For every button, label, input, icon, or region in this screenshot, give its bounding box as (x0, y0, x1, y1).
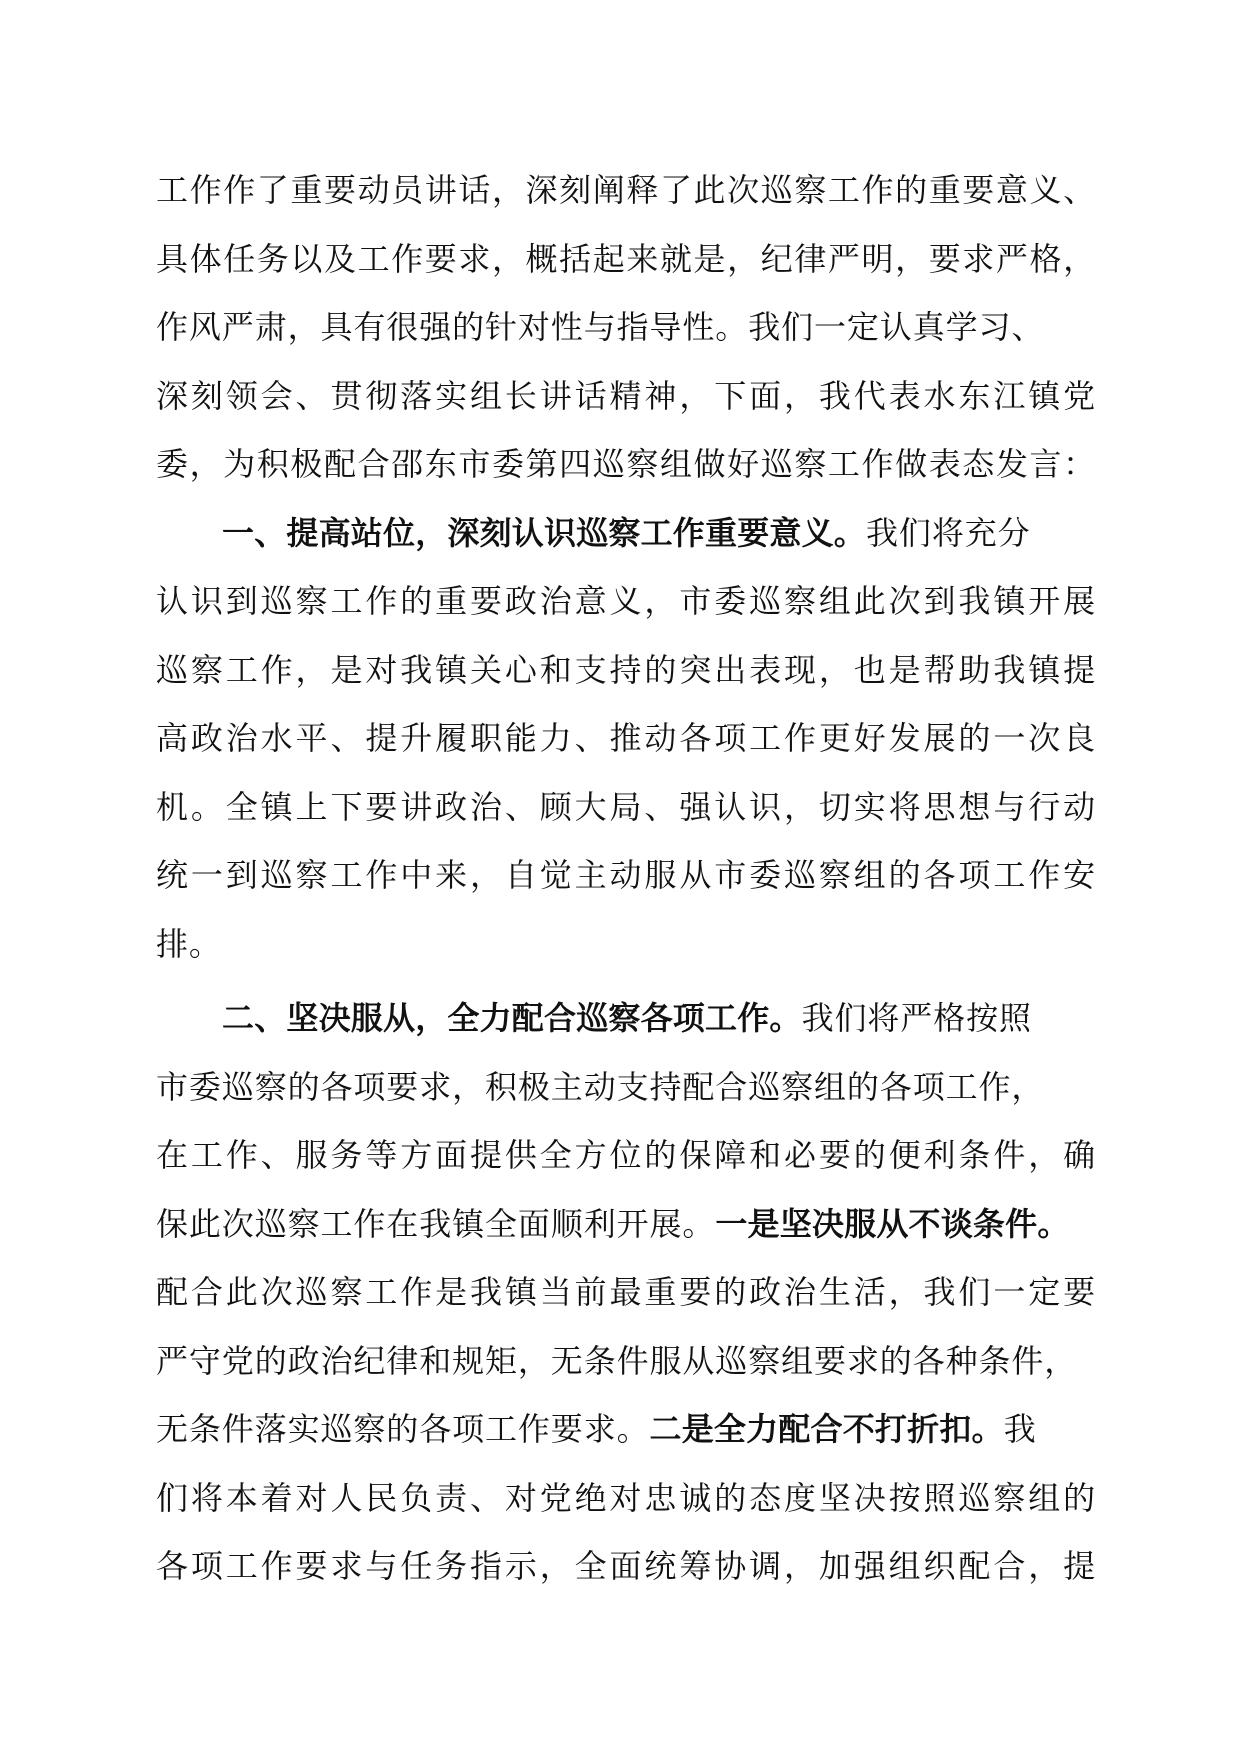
point-one-title: 一是坚决服从不谈条件。 (715, 1204, 1070, 1243)
text-line: 作风严肃，具有很强的针对性与指导性。我们一定认真学习、 (156, 308, 1045, 346)
text-line: 高政治水平、提升履职能力、推动各项工作更好发展的一次良 (156, 719, 1096, 757)
text-line: 严守党的政治纪律和规矩，无条件服从巡察组要求的各种条件， (156, 1341, 1078, 1380)
text-line: 工作作了重要动员讲话，深刻阐释了此次巡察工作的重要意义、 (156, 171, 1096, 209)
text-line: 市委巡察的各项要求，积极主动支持配合巡察组的各项工作， (156, 1067, 1045, 1106)
section-two-heading: 二、坚决服从，全力配合巡察各项工作。 (222, 999, 802, 1037)
text-line: 委，为积极配合邵东市委第四巡察组做好巡察工作做表态发言： (156, 445, 1096, 483)
text-line: 配合此次巡察工作是我镇当前最重要的政治生活，我们一定要 (156, 1273, 1096, 1311)
section-two (156, 984, 1096, 1601)
text-line: 在工作、服务等方面提供全方位的保障和必要的便利条件，确 (156, 1136, 1096, 1174)
text-line: 们将本着对人民负责、对党绝对忠诚的态度坚决按照巡察组的 (156, 1478, 1096, 1517)
text-line: 认识到巡察工作的重要政治意义，市委巡察组此次到我镇开展 (156, 582, 1096, 620)
text-line: 机。全镇上下要讲政治、顾大局、强认识，切实将思想与行动 (156, 787, 1096, 826)
text-line: 深刻领会、贯彻落实组长讲话精神，下面，我代表水东江镇党 (156, 376, 1096, 415)
section-one-heading: 一、提高站位，深刻认识巡察工作重要意义。 (222, 513, 867, 552)
text-fragment: 无条件落实巡察的各项工作要求。 (156, 1410, 650, 1448)
text-line-with-point-one (156, 1190, 1096, 1259)
document-body (156, 156, 1096, 1601)
text-fragment: 我们将充分 (866, 513, 1031, 552)
text-line: 各项工作要求与任务指示，全面统筹协调，加强组织配合，提 (156, 1547, 1096, 1585)
text-line: 排。 (156, 924, 222, 963)
text-fragment: 我 (1003, 1410, 1037, 1448)
point-two-title: 二是全力配合不打折扣。 (649, 1410, 1004, 1448)
section-one (156, 499, 1096, 979)
text-line: 统一到巡察工作中来，自觉主动服从市委巡察组的各项工作安 (156, 856, 1096, 894)
text-fragment: 我们将严格按照 (801, 999, 1032, 1037)
section-two-first-line (156, 984, 1096, 1053)
section-one-first-line (156, 499, 1096, 568)
text-line-with-point-two (156, 1395, 1096, 1464)
text-line: 具体任务以及工作要求，概括起来就是，纪律严明，要求严格， (156, 239, 1096, 278)
text-fragment: 保此次巡察工作在我镇全面顺利开展。 (156, 1204, 716, 1243)
paragraph-opening (156, 156, 1096, 499)
text-line: 巡察工作，是对我镇关心和支持的突出表现，也是帮助我镇提 (156, 650, 1096, 689)
